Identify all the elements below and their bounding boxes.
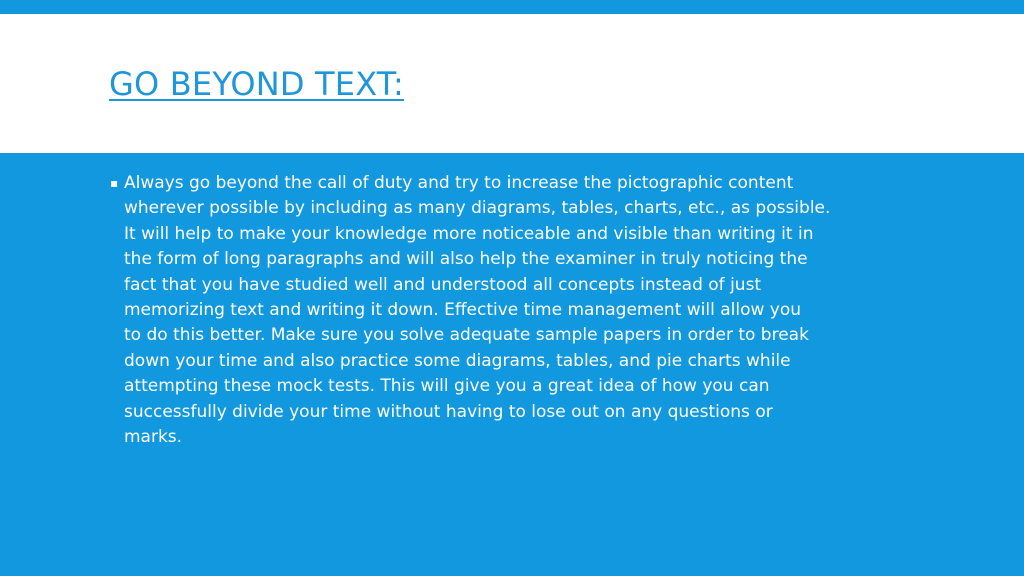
bullet-text-line: memorizing text and writing it down. Effective time management will allow you	[124, 300, 802, 321]
bullet-text-line: down your time and also practice some diagrams, tables, and pie charts while	[124, 350, 791, 371]
bullet-text-line: Always go beyond the call of duty and try to increase the pictographic content	[124, 173, 794, 193]
bullet-text-line: the form of long paragraphs and will also help the examiner in truly noticing the	[124, 249, 808, 270]
bullet-text-line: fact that you have studied well and understood all concepts instead of just	[124, 274, 762, 295]
slide-body	[110, 171, 910, 450]
bullet-text-line: It will help to make your knowledge more noticeable and visible than writing it in	[124, 223, 814, 244]
bullet-text-line: attempting these mock tests. This will give you a great idea of how you can	[124, 376, 770, 397]
bullet-text-line: marks.	[124, 427, 183, 448]
bullet-text-line: wherever possible by including as many diagrams, tables, charts, etc., as possible.	[124, 198, 831, 219]
slide-title: GO BEYOND TEXT:	[109, 65, 404, 103]
bullet-text-line: to do this better. Make sure you solve adequate sample papers in order to break	[124, 325, 809, 346]
square-bullet-icon: ▪	[110, 176, 119, 190]
bullet-item	[110, 171, 910, 450]
bullet-text-line: successfully divide your time without having to lose out on any questions or	[124, 401, 773, 422]
